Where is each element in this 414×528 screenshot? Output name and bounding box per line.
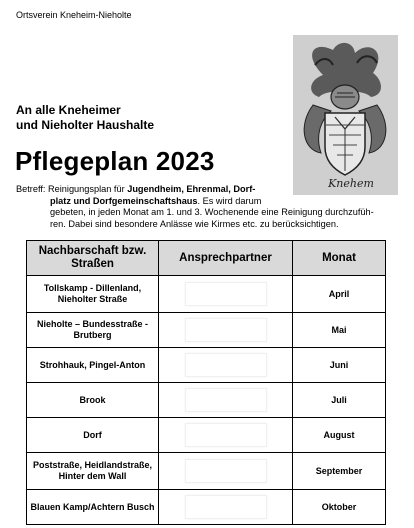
redacted-contact [185, 495, 267, 519]
redacted-contact [185, 388, 267, 412]
page-title: Pflegeplan 2023 [15, 146, 215, 176]
table-row [27, 383, 386, 418]
street-cell: Nieholte – Bundesstraße - Brutberg [27, 313, 159, 348]
header-contact: Ansprechpartner [159, 241, 293, 276]
contact-cell [159, 383, 293, 418]
contact-cell [159, 490, 293, 525]
address-block [16, 103, 154, 133]
subject-text-a: Reinigungsplan für [48, 184, 125, 194]
table-row [27, 313, 386, 348]
cleaning-schedule-table [26, 240, 386, 525]
contact-cell [159, 313, 293, 348]
month-cell: Juli [293, 383, 386, 418]
street-cell: Brook [27, 383, 159, 418]
subject-bold-a: Jugendheim, Ehrenmal, Dorf- [127, 184, 256, 194]
subject-bold-b: platz und Dorfgemeinschaftshaus [50, 195, 198, 206]
month-cell: Mai [293, 313, 386, 348]
subject-label: Betreff: [16, 184, 46, 194]
address-line-2: und Nieholter Haushalte [16, 118, 155, 132]
redacted-contact [185, 282, 267, 306]
table-row [27, 348, 386, 383]
header-month: Monat [293, 241, 386, 276]
table-header-row [27, 241, 386, 276]
month-cell: September [293, 453, 386, 490]
table-row [27, 276, 386, 313]
subject-line-3: gebeten, in jeden Monat am 1. und 3. Wochenende eine Reinigung durchzufüh- [50, 207, 374, 217]
street-cell: Dorf [27, 418, 159, 453]
redacted-contact [185, 423, 267, 447]
contact-cell [159, 276, 293, 313]
organization-name: Ortsverein Kneheim-Nieholte [16, 10, 132, 20]
table-row [27, 418, 386, 453]
subject-line-4: ren. Dabei sind besondere Anlässe wie Kirmes etc. zu berücksichtigen. [50, 218, 339, 229]
redacted-contact [185, 459, 267, 483]
month-cell: August [293, 418, 386, 453]
crest-caption: Knehem [328, 177, 374, 190]
month-cell: April [293, 276, 386, 313]
address-line-1: An alle Kneheimer [16, 103, 121, 117]
table-row [27, 453, 386, 490]
street-cell: Tollskamp - Dillenland, Nieholter Straße [27, 276, 159, 313]
street-cell: Blauen Kamp/Achtern Busch [27, 490, 159, 525]
header-neighborhood: Nachbarschaft bzw. Straßen [27, 241, 159, 276]
contact-cell [159, 348, 293, 383]
coat-of-arms-image [293, 35, 398, 195]
month-cell: Juni [293, 348, 386, 383]
month-cell: Oktober [293, 490, 386, 525]
street-cell: Poststraße, Heidlandstraße, Hinter dem Wall [27, 453, 159, 490]
contact-cell [159, 453, 293, 490]
street-cell: Strohhauk, Pingel-Anton [27, 348, 159, 383]
redacted-contact [185, 318, 267, 342]
table-row [27, 490, 386, 525]
redacted-contact [185, 353, 267, 377]
contact-cell [159, 418, 293, 453]
subject-paragraph [16, 184, 406, 230]
subject-text-b: . Es wird darum [197, 195, 262, 206]
